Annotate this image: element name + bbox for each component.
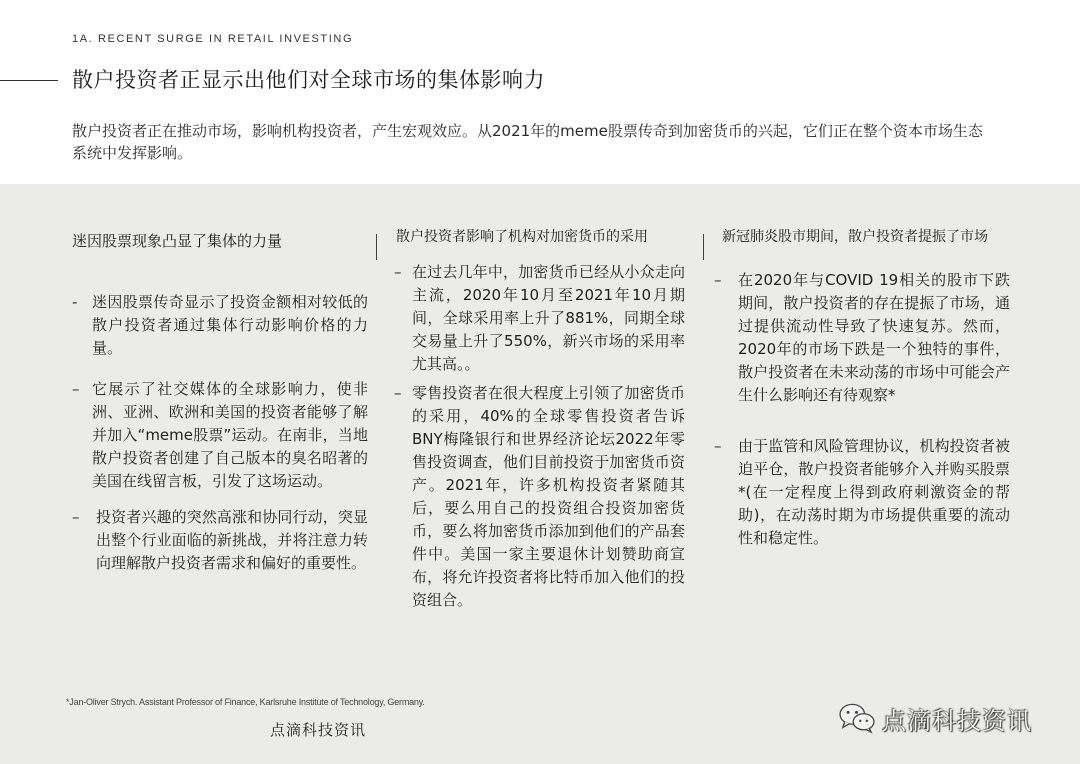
bullet-list (72, 291, 368, 575)
bullet-item (380, 261, 685, 376)
bullet-text: 在过去几年中，加密货币已经从小众走向主流，2020年10月至2021年10月期间，全球采用率上升了881%，同期全球交易量上升了550%，新兴市场的采用率尤其高。。 (412, 263, 685, 373)
section-label: 1A. RECENT SURGE IN RETAIL INVESTING (72, 33, 354, 45)
bullet-item (72, 291, 368, 360)
bullet-text: 在2020年与COVID 19相关的股市下跌期间，散户投资者的存在提振了市场，通过提供流动性导致了快速复苏。然而，2020年的市场下跌是一个独特的事件，散户投资者在未来动荡的市场中可能会产生什么影响还有待观察* (738, 271, 1010, 404)
page-title: 散户投资者正显示出他们对全球市场的集体影响力 (72, 68, 545, 92)
bullet-text: 迷因股票传奇显示了投资金额相对较低的散户投资者通过集体行动影响价格的力量。 (92, 293, 368, 357)
dash-marker: – (714, 437, 722, 455)
column-heading: 迷因股票现象凸显了集体的力量 (72, 232, 283, 250)
bullet-text: 由于监管和风险管理协议，机构投资者被迫平仓，散户投资者能够介入并购买股票*(在一定程度上得到政府刺激资金的帮助)，在动荡时期为市场提供重要的流动性和稳定性。 (738, 437, 1010, 547)
bullet-text: 投资者兴趣的突然高涨和协同行动，突显出整个行业面临的新挑战，并将注意力转向理解散户投资者需求和偏好的重要性。 (96, 508, 368, 572)
column-meme-stocks (72, 227, 368, 575)
footnote: *Jan-Oliver Strych. Assistant Professor of Finance, Karlsruhe Institute of Technology, Germany. (66, 697, 425, 707)
bullet-list (706, 269, 1010, 550)
column-divider (703, 234, 704, 260)
bullet-text: 它展示了社交媒体的全球影响力，使非洲、亚洲、欧洲和美国的投资者能够了解并加入“meme股票”运动。在南非，当地散户投资者创建了自己版本的臭名昭著的美国在线留言板，引发了这场运动。 (92, 380, 368, 490)
bullet-item (706, 435, 1010, 550)
dash-marker: - (72, 293, 78, 311)
dash-marker: – (72, 380, 80, 398)
bullet-list (380, 261, 685, 612)
title-rule (0, 80, 58, 81)
bullet-text: 零售投资者在很大程度上引领了加密货币的采用，40%的全球零售投资者告诉BNY梅隆银行和世界经济论坛2022年零售投资调查，他们目前投资于加密货币资产。2021年，许多机构投资者紧随其后，要么用自己的投资组合投资加密货币，要么将加密货币添加到他们的产品套件中。美国一家主要退休计划赞助商宣布，将允许投资者将比特币加入他们的投资组合。 (412, 384, 685, 609)
dash-marker: – (72, 508, 80, 526)
column-crypto-adoption (380, 227, 685, 612)
bullet-item (706, 269, 1010, 407)
watermark (838, 700, 1032, 736)
bullet-item (72, 378, 368, 493)
watermark-text: 点滴科技资讯 (882, 706, 1032, 735)
column-covid-market (706, 227, 1010, 550)
column-divider (376, 234, 377, 260)
dash-marker: – (394, 384, 402, 402)
dash-marker: – (714, 271, 722, 289)
wechat-icon (838, 702, 876, 734)
bullet-item (72, 506, 368, 575)
brand-caption: 点滴科技资讯 (270, 721, 367, 739)
column-heading: 新冠肺炎股市期间，散户投资者提振了市场 (722, 229, 988, 245)
bullet-item (380, 382, 685, 612)
dash-marker: – (394, 263, 402, 281)
column-heading: 散户投资者影响了机构对加密货币的采用 (396, 229, 648, 245)
intro-paragraph: 散户投资者正在推动市场，影响机构投资者，产生宏观效应。从2021年的meme股票传奇到加密货币的兴起，它们正在整个资本市场生态系统中发挥影响。 (72, 122, 983, 162)
